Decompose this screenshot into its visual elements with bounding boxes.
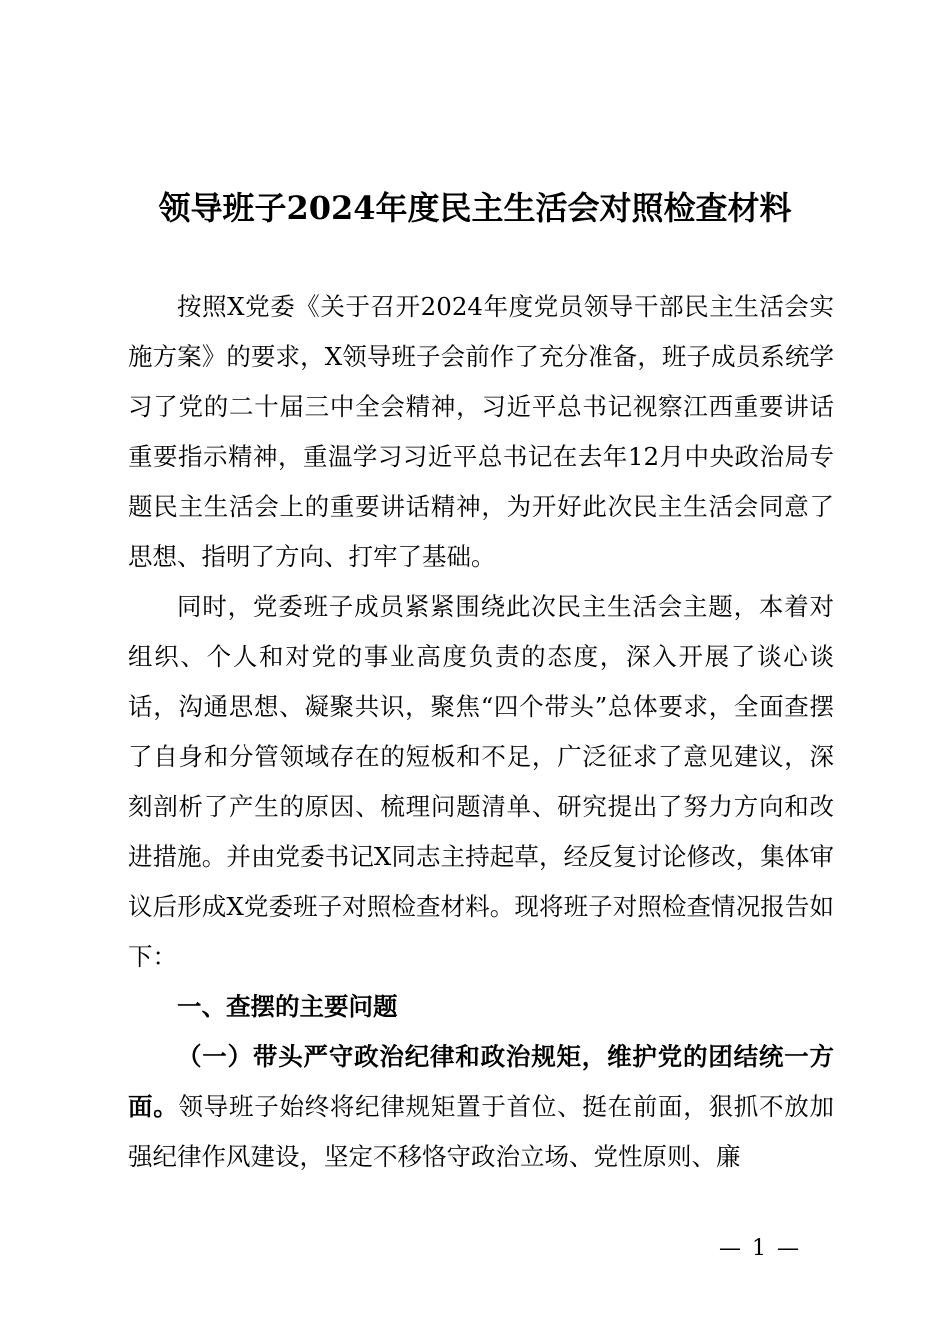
subsection-heading: （一）带头严守政治纪律和政治规矩，维护党的团结统一方面。 — [128, 1042, 834, 1121]
subsection-paragraph — [128, 1032, 834, 1182]
page-number: — 1 — — [719, 1236, 801, 1261]
document-body — [128, 282, 834, 1182]
paragraph-process: 同时，党委班子成员紧紧围绕此次民主生活会主题，本着对组织、个人和对党的事业高度负责的态度，深入开展了谈心谈话，沟通思想、凝聚共识，聚焦“四个带头”总体要求，全面查摆了自身和分管领域存在的短板和不足，广泛征求了意见建议，深刻剖析了产生的原因、梳理问题清单、研究提出了努力方向和改进措施。并由党委书记X同志主持起草，经反复讨论修改，集体审议后形成X党委班子对照检查材料。现将班子对照检查情况报告如下： — [128, 592, 834, 971]
subsection-text: 领导班子始终将纪律规矩置于首位、挺在前面，狠抓不放加强纪律作风建设，坚定不移恪守政治立场、党性原则、廉 — [128, 1092, 835, 1171]
section-heading: 一、查摆的主要问题 — [177, 992, 398, 1021]
document-title: 领导班子2024年度民主生活会对照检查材料 — [158, 189, 792, 227]
paragraph-intro: 按照X党委《关于召开2024年度党员领导干部民主生活会实施方案》的要求，X领导班子会前作了充分准备，班子成员系统学习了党的二十届三中全会精神，习近平总书记视察江西重要讲话重要指示精神，重温学习习近平总书记在去年12月中央政治局专题民主生活会上的重要讲话精神，为开好此次民主生活会同意了思想、指明了方向、打牢了基础。 — [128, 292, 834, 571]
